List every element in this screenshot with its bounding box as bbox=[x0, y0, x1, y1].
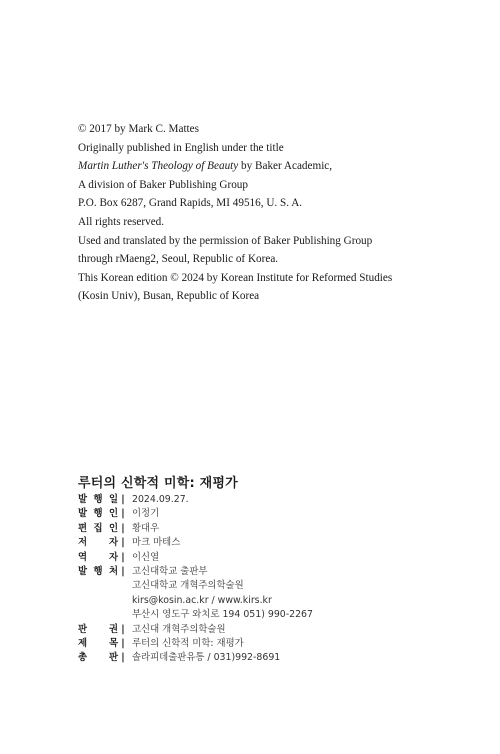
info-label-char: 편 bbox=[78, 522, 88, 534]
info-value bbox=[128, 637, 244, 651]
info-label-char: 총 bbox=[78, 652, 88, 664]
info-label-char: 집 bbox=[93, 522, 103, 534]
info-label-char: 판 bbox=[108, 652, 118, 664]
info-label-char: 발 bbox=[78, 508, 88, 520]
copyright-block bbox=[78, 120, 418, 306]
info-value-line: 마크 마테스 bbox=[132, 537, 181, 549]
info-separator: | bbox=[121, 494, 125, 505]
info-separator: | bbox=[121, 537, 125, 549]
info-value-line: 이신열 bbox=[132, 551, 160, 563]
info-label-char: 권 bbox=[108, 623, 118, 635]
info-value bbox=[128, 565, 313, 623]
original-publication-line: Originally published in English under the title bbox=[78, 141, 284, 154]
info-separator: | bbox=[121, 565, 125, 577]
book-title: 루터의 신학적 미학: 재평가 bbox=[78, 476, 238, 491]
info-row bbox=[78, 493, 313, 507]
info-label-char: 역 bbox=[78, 551, 88, 563]
info-row bbox=[78, 507, 313, 521]
info-label bbox=[78, 507, 118, 521]
info-value bbox=[128, 623, 226, 637]
info-row bbox=[78, 551, 313, 565]
info-value bbox=[128, 651, 280, 665]
info-label-char: 목 bbox=[108, 637, 118, 649]
info-value-line: 황대우 bbox=[132, 522, 160, 534]
info-value-line: 2024.09.27. bbox=[132, 494, 189, 505]
info-value-line: 고신대학교 출판부 bbox=[132, 565, 208, 577]
info-label-char: 인 bbox=[108, 522, 118, 534]
info-value bbox=[128, 493, 189, 507]
info-label bbox=[78, 637, 118, 651]
info-label bbox=[78, 522, 118, 536]
publisher-division-line: A division of Baker Publishing Group bbox=[78, 178, 248, 191]
info-value-line: kirs@kosin.ac.kr / www.kirs.kr bbox=[132, 594, 272, 606]
info-value bbox=[128, 507, 159, 521]
publisher-address-line: P.O. Box 6287, Grand Rapids, MI 49516, U. S. A. bbox=[78, 197, 303, 210]
info-value-line: 솔라피데출판유통 / 031)992-8691 bbox=[132, 652, 281, 664]
info-row bbox=[78, 565, 313, 623]
info-value-line: 고신대 개혁주의학술원 bbox=[132, 623, 226, 635]
korean-edition-line: This Korean edition © 2024 by Korean Institute for Reformed Studies bbox=[78, 271, 393, 284]
info-label-char: 저 bbox=[78, 537, 88, 549]
info-value bbox=[128, 551, 159, 565]
agency-line: through rMaeng2, Seoul, Republic of Korea. bbox=[78, 253, 279, 266]
info-label-char: 발 bbox=[78, 565, 88, 577]
info-label-char: 자 bbox=[108, 551, 118, 563]
info-value-line: 부산시 영도구 와치로 194 051) 990-2267 bbox=[132, 609, 313, 621]
info-label-char: 일 bbox=[108, 494, 118, 505]
info-label-char: 제 bbox=[78, 637, 88, 649]
info-label-char: 인 bbox=[108, 508, 118, 520]
publication-info bbox=[78, 493, 313, 666]
info-label bbox=[78, 623, 118, 637]
info-label-char: 행 bbox=[93, 494, 103, 505]
info-label-char: 자 bbox=[108, 537, 118, 549]
info-label bbox=[78, 536, 118, 550]
info-label bbox=[78, 493, 118, 507]
info-row bbox=[78, 623, 313, 637]
info-row bbox=[78, 637, 313, 651]
info-separator: | bbox=[121, 522, 125, 534]
info-label-char: 행 bbox=[93, 508, 103, 520]
permission-line: Used and translated by the permission of Baker Publishing Group bbox=[78, 234, 373, 247]
info-separator: | bbox=[121, 652, 125, 664]
info-label-char: 처 bbox=[108, 565, 118, 577]
info-row bbox=[78, 522, 313, 536]
original-title: Martin Luther's Theology of Beauty bbox=[78, 160, 239, 173]
info-value bbox=[128, 536, 180, 550]
info-label-char: 발 bbox=[78, 494, 88, 505]
info-row bbox=[78, 651, 313, 665]
info-separator: | bbox=[121, 637, 125, 649]
info-label bbox=[78, 551, 118, 565]
info-value-line: 고신대학교 개혁주의학술원 bbox=[132, 580, 244, 592]
info-label-char: 행 bbox=[93, 565, 103, 577]
korean-publisher-line: (Kosin Univ), Busan, Republic of Korea bbox=[78, 290, 260, 303]
info-label bbox=[78, 565, 118, 579]
info-separator: | bbox=[121, 508, 125, 520]
info-separator: | bbox=[121, 623, 125, 635]
rights-line: All rights reserved. bbox=[78, 215, 165, 228]
info-row bbox=[78, 536, 313, 550]
info-label-char: 판 bbox=[78, 623, 88, 635]
info-separator: | bbox=[121, 551, 125, 563]
info-value-line: 이정기 bbox=[132, 508, 160, 520]
original-publisher: by Baker Academic, bbox=[238, 160, 333, 173]
info-label bbox=[78, 651, 118, 665]
info-value bbox=[128, 522, 159, 536]
copyright-line: © 2017 by Mark C. Mattes bbox=[78, 123, 199, 135]
original-title-line bbox=[78, 157, 418, 176]
info-value-line: 루터의 신학적 미학: 재평가 bbox=[132, 637, 244, 649]
